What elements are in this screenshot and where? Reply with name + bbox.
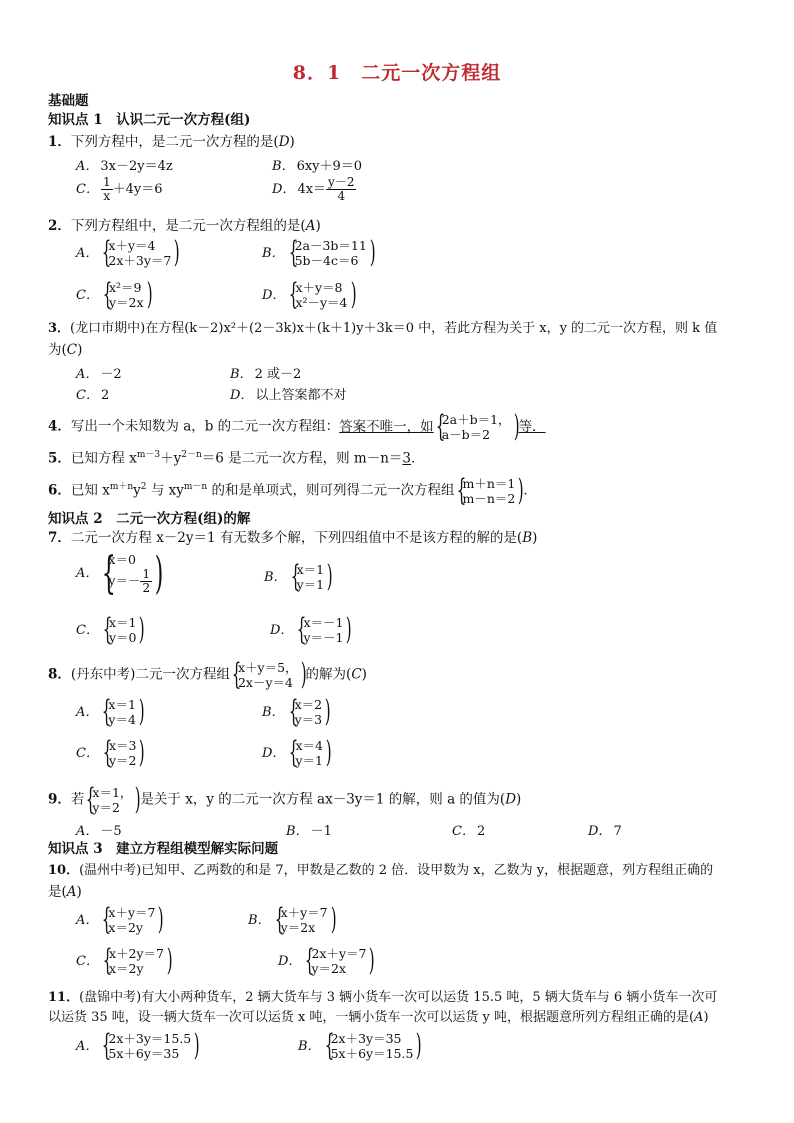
numerator: 1 [102, 175, 111, 189]
option-label: D． [270, 622, 294, 638]
q1-option-d [272, 176, 356, 203]
option-label: B． [230, 367, 253, 382]
option-label: B． [262, 245, 285, 261]
question-stem: 二元一次方程 x－2y＝1 有无数多个解，下列四组值中不是该方程的解的是( [70, 530, 523, 546]
option-label: B． [262, 704, 285, 720]
question-stem: (盘锦中考)有大小两种货车，2 辆大货车与 3 辆小货车一次可以运货 15.5 吨，5 辆大货车与 6 辆小货车一次可 [79, 990, 718, 1005]
equation-system: { x＝1 y＝1 ) [290, 559, 333, 594]
equation-system: { x²＝9 y＝2x ) [102, 277, 153, 312]
option-label: A． [76, 1038, 99, 1054]
equation-system: { m＋n＝1 m－n＝2 ) [456, 473, 524, 508]
option-label: A． [76, 912, 99, 928]
option-label: A． [76, 245, 99, 261]
option-label: C． [76, 745, 99, 761]
question-6 [48, 473, 537, 508]
paren: ) [361, 666, 367, 683]
equation-system: { x＝1 y＝0 ) [102, 612, 146, 647]
question-number: 9． [48, 791, 71, 808]
paren: ) [532, 530, 538, 546]
equation-system: { x＋y＝7 y＝2x ) [274, 902, 337, 937]
option-label: D． [278, 953, 302, 969]
equation: y＝3 [294, 712, 323, 727]
question-number: 1． [48, 134, 71, 150]
answer: D [278, 134, 290, 150]
q11-option-b [298, 1028, 423, 1063]
option-text: 6xy＋9＝0 [296, 159, 363, 174]
fraction [326, 176, 356, 203]
option-label: B． [272, 159, 295, 174]
question-stem: 若 [70, 791, 85, 808]
question-stem: (龙口市期中)在方程(k－2)x²＋(2－3k)x＋(k＋1)y＋3k＝0 中，若此方程为关于 x，y 的二元一次方程，则 k 值 [70, 321, 718, 336]
answer: A [66, 884, 77, 900]
equation: a－b＝2 [441, 427, 491, 442]
question-number: 5． [48, 450, 71, 467]
option-label: B． [264, 569, 287, 585]
question-stem: (温州中考)已知甲、乙两数的和是 7，甲数是乙数的 2 倍．设甲数为 x，乙数为 y，根据题意，列方程组正确的 [79, 863, 714, 878]
q2-option-b [262, 235, 376, 270]
question-number: 3． [48, 321, 71, 336]
exponent: m－n [183, 482, 208, 492]
q2-option-a [76, 235, 180, 270]
exponent: m－3 [136, 450, 161, 460]
q9-option-c [452, 820, 485, 839]
answer-text: 等． [518, 418, 546, 435]
question-stem: 与 xy [146, 482, 184, 499]
option-label: C． [76, 622, 99, 638]
answer-text: 答案不唯一，如 [339, 418, 434, 435]
equation-system: { x＝1， y＝2 ) [86, 782, 142, 817]
denominator: x [103, 189, 111, 203]
option-label: C． [76, 953, 99, 969]
question-number: 4． [48, 418, 71, 435]
equation-system: { x＋y＝7 x＝2y ) [102, 902, 165, 937]
equation-system: { 2x＋y＝7 y＝2x ) [305, 943, 376, 978]
equation: 2x－y＝4 [237, 675, 293, 690]
answer-fill: 3 [402, 450, 412, 467]
option-label: D． [262, 745, 286, 761]
q8-option-c [76, 735, 146, 770]
q7-option-a [76, 547, 164, 599]
equation: x＝－1 [303, 615, 344, 630]
paren: ) [289, 134, 295, 150]
question-number: 10． [48, 863, 80, 878]
question-stem: 下列方程中，是二元一次方程的是( [70, 134, 279, 150]
equation-system: { x＝3 y＝2 ) [102, 735, 146, 770]
question-number: 8． [48, 666, 71, 683]
option-label: A． [76, 824, 99, 839]
option-label: B． [248, 912, 271, 928]
equation-part: y＝－ [108, 573, 141, 588]
q1-option-c [76, 176, 162, 203]
question-stem: 写出一个未知数为 a，b 的二元一次方程组： [70, 418, 340, 435]
question-1 [48, 133, 295, 151]
option-label: A． [76, 367, 99, 382]
question-stem: 为( [48, 342, 67, 358]
equation: x＝2y [108, 920, 143, 935]
equation: y＝2x [280, 920, 316, 935]
equation-system: { x＋y＝4 2x＋3y＝7 ) [102, 235, 180, 270]
question-stem: y [133, 482, 141, 499]
option-text: ＋4y＝6 [112, 182, 163, 197]
option-label: A． [76, 566, 99, 581]
paren: ) [315, 218, 321, 234]
q10-option-d [278, 943, 376, 978]
equation: y＝2 [92, 800, 120, 815]
equation: x＝0 [108, 552, 136, 567]
equation: x＋y＝4 [108, 238, 156, 253]
equation: x²－y＝4 [295, 295, 348, 310]
option-text: 以上答案都不对 [255, 388, 347, 403]
paren: ) [516, 791, 522, 808]
question-stem: ＋y [160, 450, 182, 467]
numerator: 1 [142, 567, 151, 581]
option-label: C． [76, 287, 99, 303]
equation-system: { x＝2 y＝3 ) [288, 694, 331, 729]
q8-option-b [262, 694, 331, 729]
exponent: m＋n [109, 482, 134, 492]
equation-system: { x＋y＝5， 2x－y＝4 ) [231, 657, 307, 692]
equation: x＝2y [108, 961, 144, 976]
equation: x＝1 [108, 615, 137, 630]
question-stem: 已知 x [70, 482, 110, 499]
equation: x＝4 [295, 738, 323, 753]
option-text: 2 [100, 388, 110, 403]
q8-option-d [262, 735, 332, 770]
page-title: 8．1 二元一次方程组 [292, 62, 502, 84]
denominator: 4 [337, 189, 346, 203]
equation: y＝1 [295, 753, 323, 768]
equation: x＝1 [296, 562, 325, 577]
q7-option-c [76, 612, 146, 647]
question-stem: ． [411, 450, 425, 467]
question-stem: 已知方程 x [70, 450, 137, 467]
option-text: 7 [613, 824, 622, 839]
question-3-line-2 [48, 341, 82, 359]
question-7 [48, 529, 537, 547]
question-stem: 是( [48, 884, 67, 900]
q3-option-c [76, 384, 109, 403]
question-number: 11． [48, 990, 80, 1005]
answer: A [694, 1010, 704, 1025]
equation-system: { x＝1 y＝4 ) [102, 694, 145, 729]
equation: y＝2x [108, 295, 144, 310]
equation: x＋y＝5， [237, 660, 298, 675]
option-text: 2 或－2 [254, 367, 302, 382]
equation: 2x＋3y＝35 [330, 1031, 402, 1046]
question-stem: (丹东中考)二元一次方程组 [70, 666, 230, 683]
answer: B [522, 530, 533, 546]
equation: x＋y＝8 [295, 280, 343, 295]
q3-option-d [230, 384, 346, 403]
fraction [140, 568, 152, 595]
equation-system: { x＋2y＝7 x＝2y ) [102, 943, 173, 978]
option-text: －5 [100, 824, 122, 839]
equation-system: { x＝－1 y＝－1 ) [297, 612, 353, 647]
exponent: 2 [140, 482, 147, 492]
equation-system: { 2x＋3y＝15.5 5x＋6y＝35 ) [102, 1028, 200, 1063]
question-9 [48, 782, 522, 817]
equation: 2a－3b＝11 [294, 238, 367, 253]
option-label: C． [76, 182, 99, 197]
section-basic: 基础题 [48, 93, 89, 109]
equation: y＝0 [108, 630, 137, 645]
q10-option-c [76, 943, 173, 978]
q9-option-d [588, 820, 622, 839]
q1-option-a [76, 155, 173, 174]
option-label: B． [298, 1038, 321, 1054]
answer-fill [339, 409, 546, 444]
option-label: A． [76, 159, 99, 174]
equation: y＝2x [311, 961, 347, 976]
q3-option-b [230, 363, 301, 382]
q10-option-b [248, 902, 337, 937]
equation: 2a＋b＝1， [441, 412, 511, 427]
question-stem: 是关于 x，y 的二元一次方程 ax－3y＝1 的解，则 a 的值为( [140, 791, 506, 808]
knowledge-point-2: 知识点 2 二元一次方程(组)的解 [48, 511, 251, 527]
question-number: 7． [48, 530, 71, 546]
option-text: 4x＝ [297, 182, 327, 197]
q11-option-a [76, 1028, 200, 1063]
option-label: C． [452, 824, 475, 839]
paren: ) [703, 1010, 709, 1025]
question-3 [48, 320, 717, 338]
equation: m＋n＝1 [462, 476, 516, 491]
question-2 [48, 217, 321, 235]
fraction [101, 176, 113, 203]
q3-option-a [76, 363, 122, 382]
equation: m－n＝2 [462, 491, 516, 506]
question-11 [48, 989, 717, 1007]
exponent: 2－n [181, 450, 202, 460]
equation: 5x＋6y＝15.5 [330, 1046, 414, 1061]
equation: y＝4 [108, 712, 136, 727]
equation: x＋y＝7 [280, 905, 328, 920]
equation: 2x＋y＝7 [311, 946, 367, 961]
equation: y＝2 [108, 753, 137, 768]
knowledge-point-1: 知识点 1 认识二元一次方程(组) [48, 112, 251, 128]
equation: x＝1， [92, 785, 133, 800]
question-stem: 的解为( [305, 666, 352, 683]
equation-system: { 2a＋b＝1， a－b＝2 ) [435, 409, 520, 444]
q8-option-a [76, 694, 145, 729]
answer-fill [455, 473, 524, 508]
question-stem: 的和是单项式，则可列得二元一次方程组 [207, 482, 455, 499]
question-5 [48, 446, 425, 468]
q10-option-a [76, 902, 165, 937]
equation-system: { x＝4 y＝1 ) [289, 735, 332, 770]
q2-option-c [76, 277, 153, 312]
option-label: D． [272, 182, 296, 197]
equation: x＝3 [108, 738, 137, 753]
question-4 [48, 409, 546, 444]
equation: 2x＋3y＝15.5 [108, 1031, 192, 1046]
q9-option-b [286, 820, 332, 839]
denominator: 2 [142, 581, 151, 595]
q7-option-d [270, 612, 353, 647]
option-label: D． [588, 824, 612, 839]
equation: x＋y＝7 [108, 905, 156, 920]
q2-option-d [262, 277, 357, 312]
equation: 2x＋3y＝7 [108, 253, 172, 268]
numerator: y－2 [328, 175, 355, 189]
knowledge-point-3: 知识点 3 建立方程组模型解实际问题 [48, 841, 279, 857]
equation: y＝－1 [303, 630, 344, 645]
option-text: －1 [310, 824, 332, 839]
answer: C [66, 342, 78, 358]
option-label: D． [230, 388, 254, 403]
question-number: 2． [48, 218, 71, 234]
equation-system: { 2a－3b＝11 5b－4c＝6 ) [288, 235, 376, 270]
answer: A [305, 218, 316, 234]
answer: C [351, 666, 362, 683]
option-label: A． [76, 704, 99, 720]
paren: ) [77, 342, 83, 358]
option-label: D． [262, 287, 286, 303]
equation: 5b－4c＝6 [294, 253, 359, 268]
equation: x＝1 [108, 697, 136, 712]
equation: x＝2 [294, 697, 323, 712]
question-number: 6． [48, 482, 71, 499]
equation-system: { x＋y＝8 x²－y＝4 ) [289, 277, 357, 312]
equation: x＋2y＝7 [108, 946, 164, 961]
equation: 5x＋6y＝35 [108, 1046, 180, 1061]
question-8 [48, 657, 367, 692]
paren: ) [76, 884, 82, 900]
option-label: C． [76, 388, 99, 403]
equation-system: { 2x＋3y＝35 5x＋6y＝15.5 ) [324, 1028, 423, 1063]
equation-system: { x＝0 y＝－ $\frac{1}{2}$ ) [102, 547, 164, 599]
q9-option-a [76, 820, 122, 839]
option-text: －2 [100, 367, 122, 382]
question-stem: ＝6 是二元一次方程，则 m－n＝ [201, 450, 403, 467]
q7-option-b [264, 559, 333, 594]
question-stem: 以运货 35 吨，设一辆大货车一次可以运货 x 吨，一辆小货车一次可以运货 y 吨，根据题意所列方程组正确的是( [48, 1010, 695, 1025]
option-label: B． [286, 824, 309, 839]
question-stem: 下列方程组中，是二元一次方程组的是( [70, 218, 306, 234]
option-text: 3x－2y＝4z [100, 159, 173, 174]
question-10-line-2 [48, 883, 82, 901]
question-stem: ． [523, 482, 537, 499]
equation: y＝1 [296, 577, 325, 592]
question-11-line-2 [48, 1009, 709, 1027]
question-10 [48, 862, 713, 880]
equation: x²＝9 [108, 280, 142, 295]
answer: D [505, 791, 517, 808]
q1-option-b [272, 155, 362, 174]
option-text: 2 [476, 824, 486, 839]
